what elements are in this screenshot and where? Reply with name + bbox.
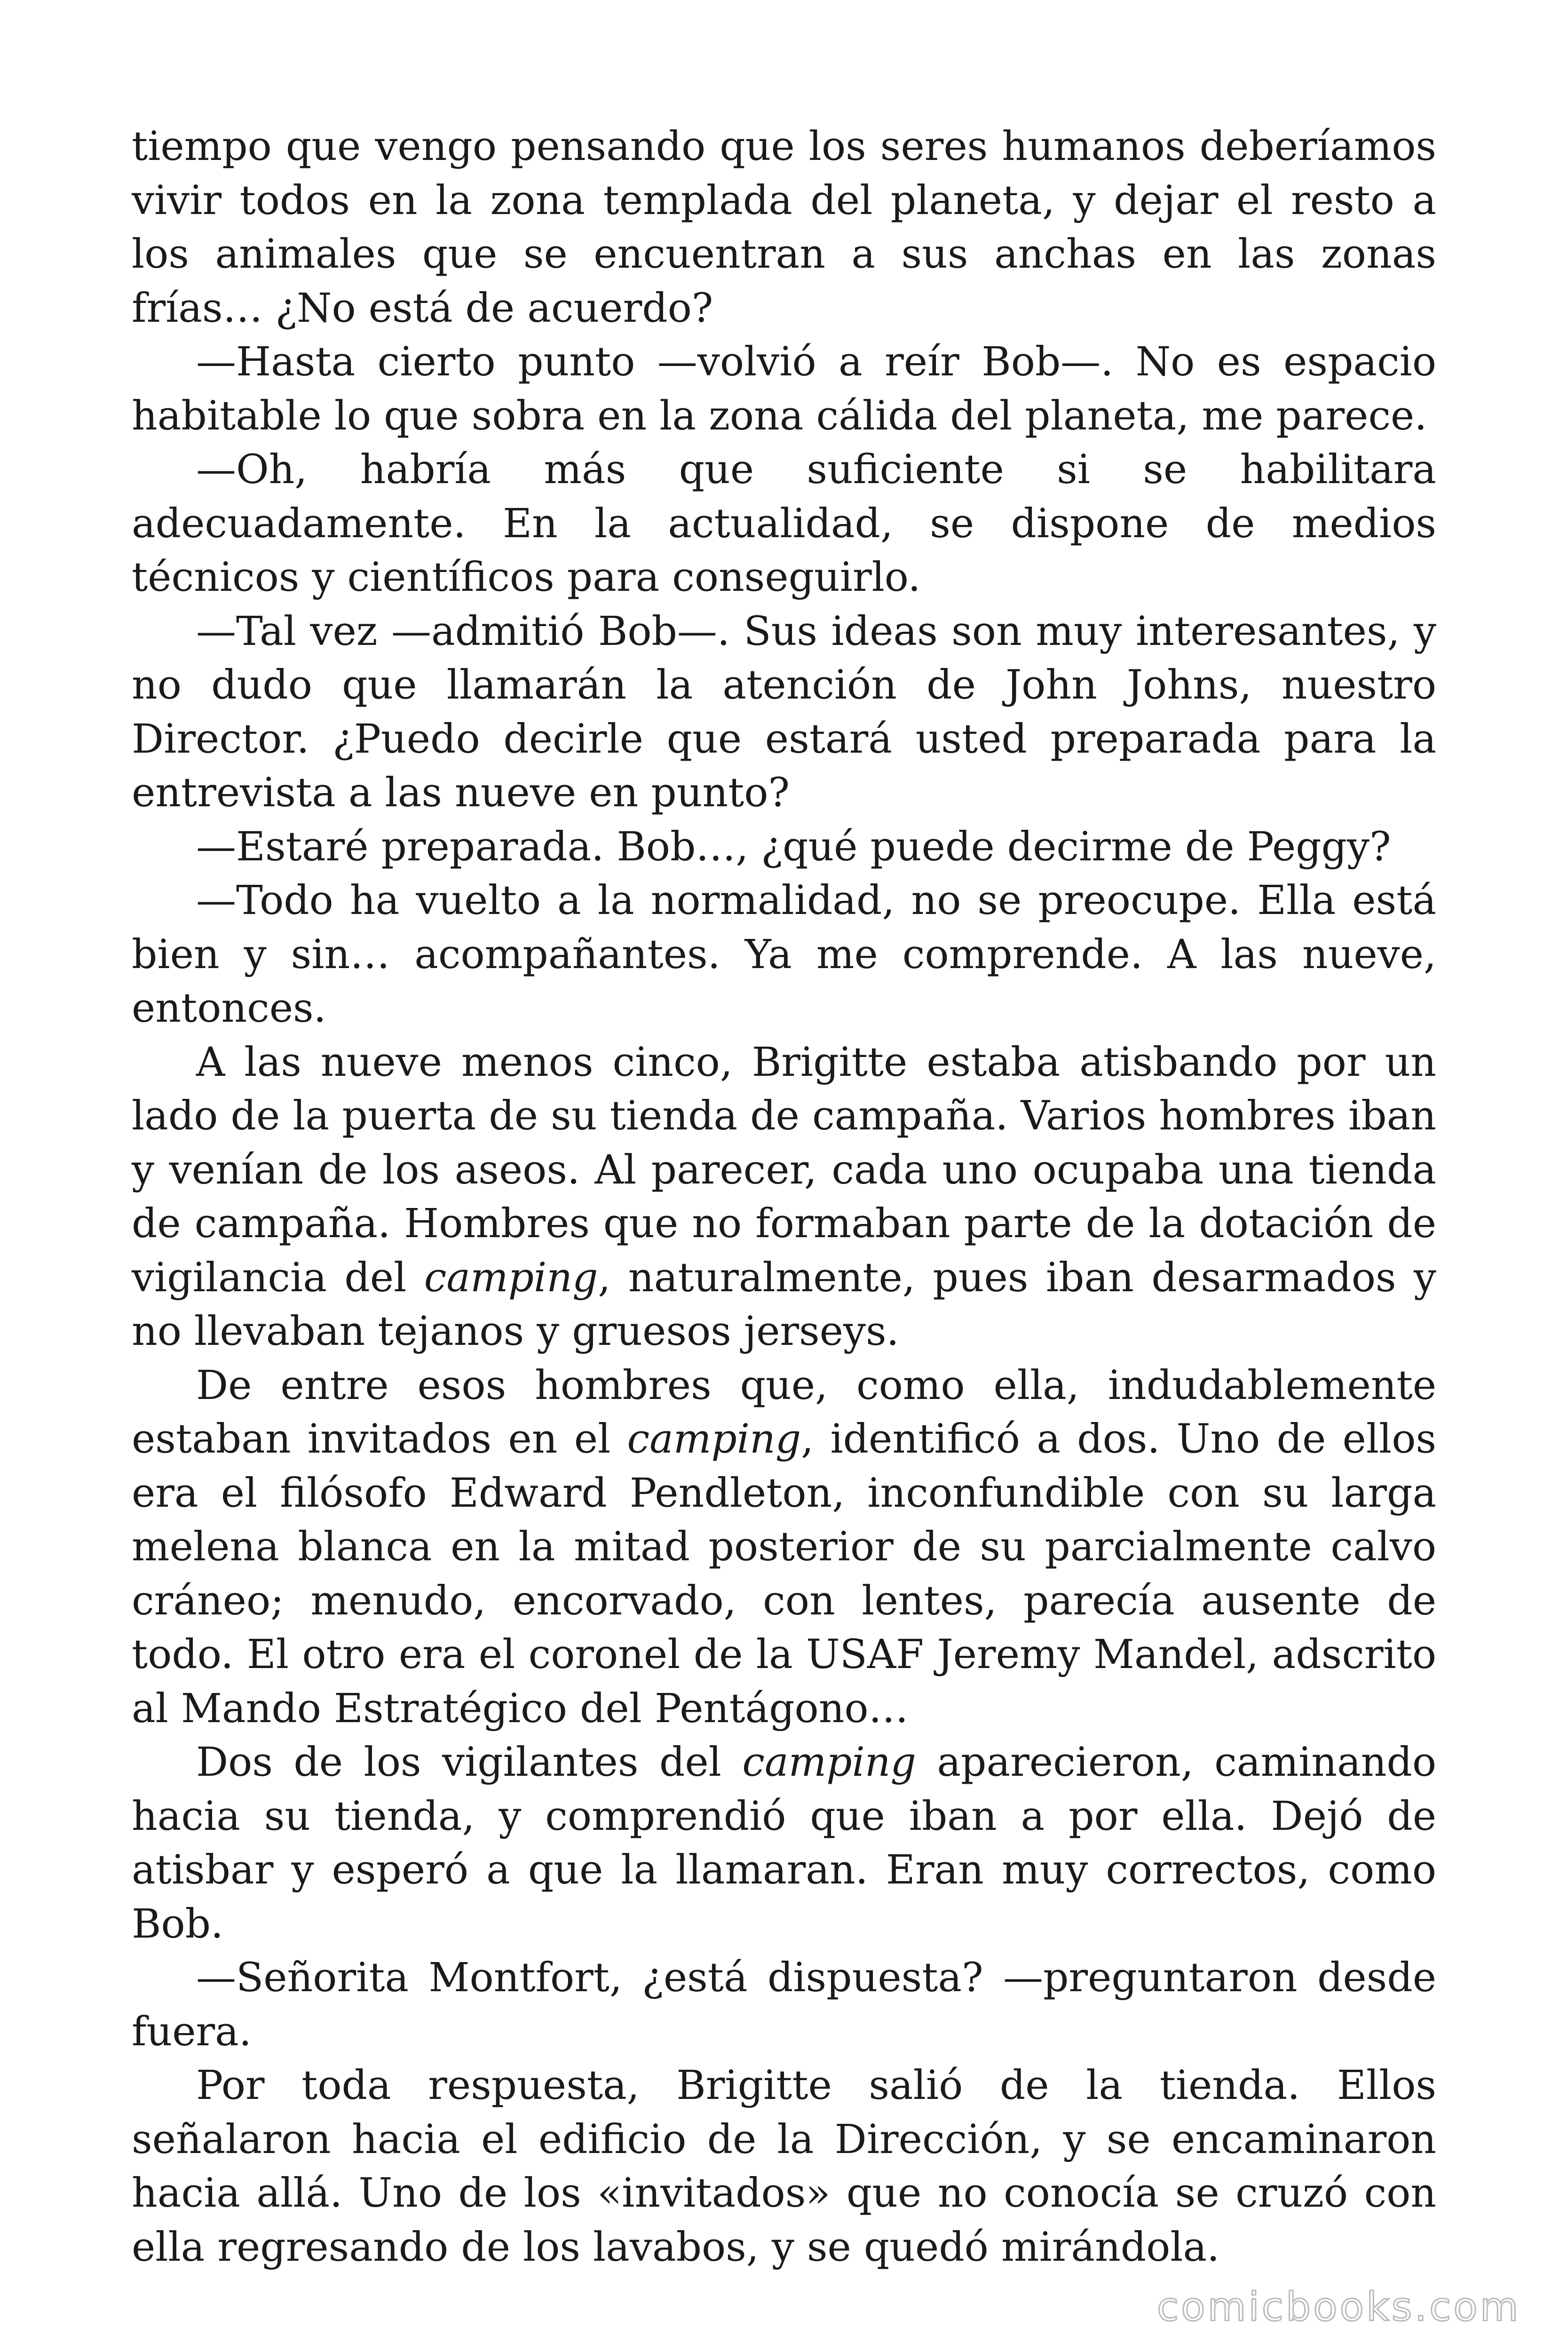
italic-term: camping (627, 1416, 801, 1462)
paragraph-5: —Estaré preparada. Bob…, ¿qué puede decirme de Peggy? (196, 823, 1391, 870)
italic-term: camping (742, 1739, 916, 1786)
paragraph-4: —Tal vez —admitió Bob—. Sus ideas son muy interesantes, y no dudo que llamarán la atención de John Johns, nuestro Director. ¿Puedo decirle que estará usted preparada para la entrevista a las nueve en punto? (132, 608, 1436, 816)
paragraph-9: Dos de los vigilantes del camping aparecieron, caminando hacia su tienda, y comprendió que iban a por ella. Dejó de atisbar y esperó a que la llamaran. Eran muy correctos, como Bob. (132, 1739, 1436, 1947)
paragraph-1: tiempo que vengo pensando que los seres humanos deberíamos vivir todos en la zona templada del planeta, y dejar el resto a los animales que se encuentran a sus anchas en las zonas frías… ¿No está de acuerdo? (132, 123, 1436, 332)
paragraph-8: De entre esos hombres que, como ella, indudablemente estaban invitados en el camping, identificó a dos. Uno de ellos era el filósofo Edward Pendleton, inconfundible con su larga melena blanca en la mitad posterior de su parcialmente calvo cráneo; menudo, encorvado, con lentes, parecía ausente de todo. El otro era el coronel de la USAF Jeremy Mandel, adscrito al Mando Estratégico del Pentágono… (132, 1362, 1437, 1732)
paragraph-10: —Señorita Montfort, ¿está dispuesta? —preguntaron desde fuera. (132, 1955, 1436, 2055)
paragraph-6: —Todo ha vuelto a la normalidad, no se preocupe. Ella está bien y sin… acompañantes. Ya me comprende. A las nueve, entonces. (132, 877, 1436, 1032)
page-body (132, 120, 1436, 2274)
italic-term: camping (424, 1254, 598, 1301)
paragraph-2: —Hasta cierto punto —volvió a reír Bob—. No es espacio habitable lo que sobra en la zona cálida del planeta, me parece. (132, 339, 1436, 439)
paragraph-3: —Oh, habría más que suficiente si se habilitara adecuadamente. En la actualidad, se dispone de medios técnicos y científicos para conseguirlo. (132, 446, 1436, 601)
watermark: comicbooks.com (1157, 2284, 1521, 2330)
paragraph-11: Por toda respuesta, Brigitte salió de la tienda. Ellos señalaron hacia el edificio de la Dirección, y se encaminaron hacia allá. Uno de los «invitados» que no conocía se cruzó con ella regresando de los lavabos, y se quedó mirándola. (132, 2062, 1436, 2271)
paragraph-7: A las nueve menos cinco, Brigitte estaba atisbando por un lado de la puerta de su tienda de campaña. Varios hombres iban y venían de los aseos. Al parecer, cada uno ocupaba una tienda de campaña. Hombres que no formaban parte de la dotación de vigilancia del camping, naturalmente, pues iban desarmados y no llevaban tejanos y gruesos jerseys. (132, 1039, 1436, 1355)
